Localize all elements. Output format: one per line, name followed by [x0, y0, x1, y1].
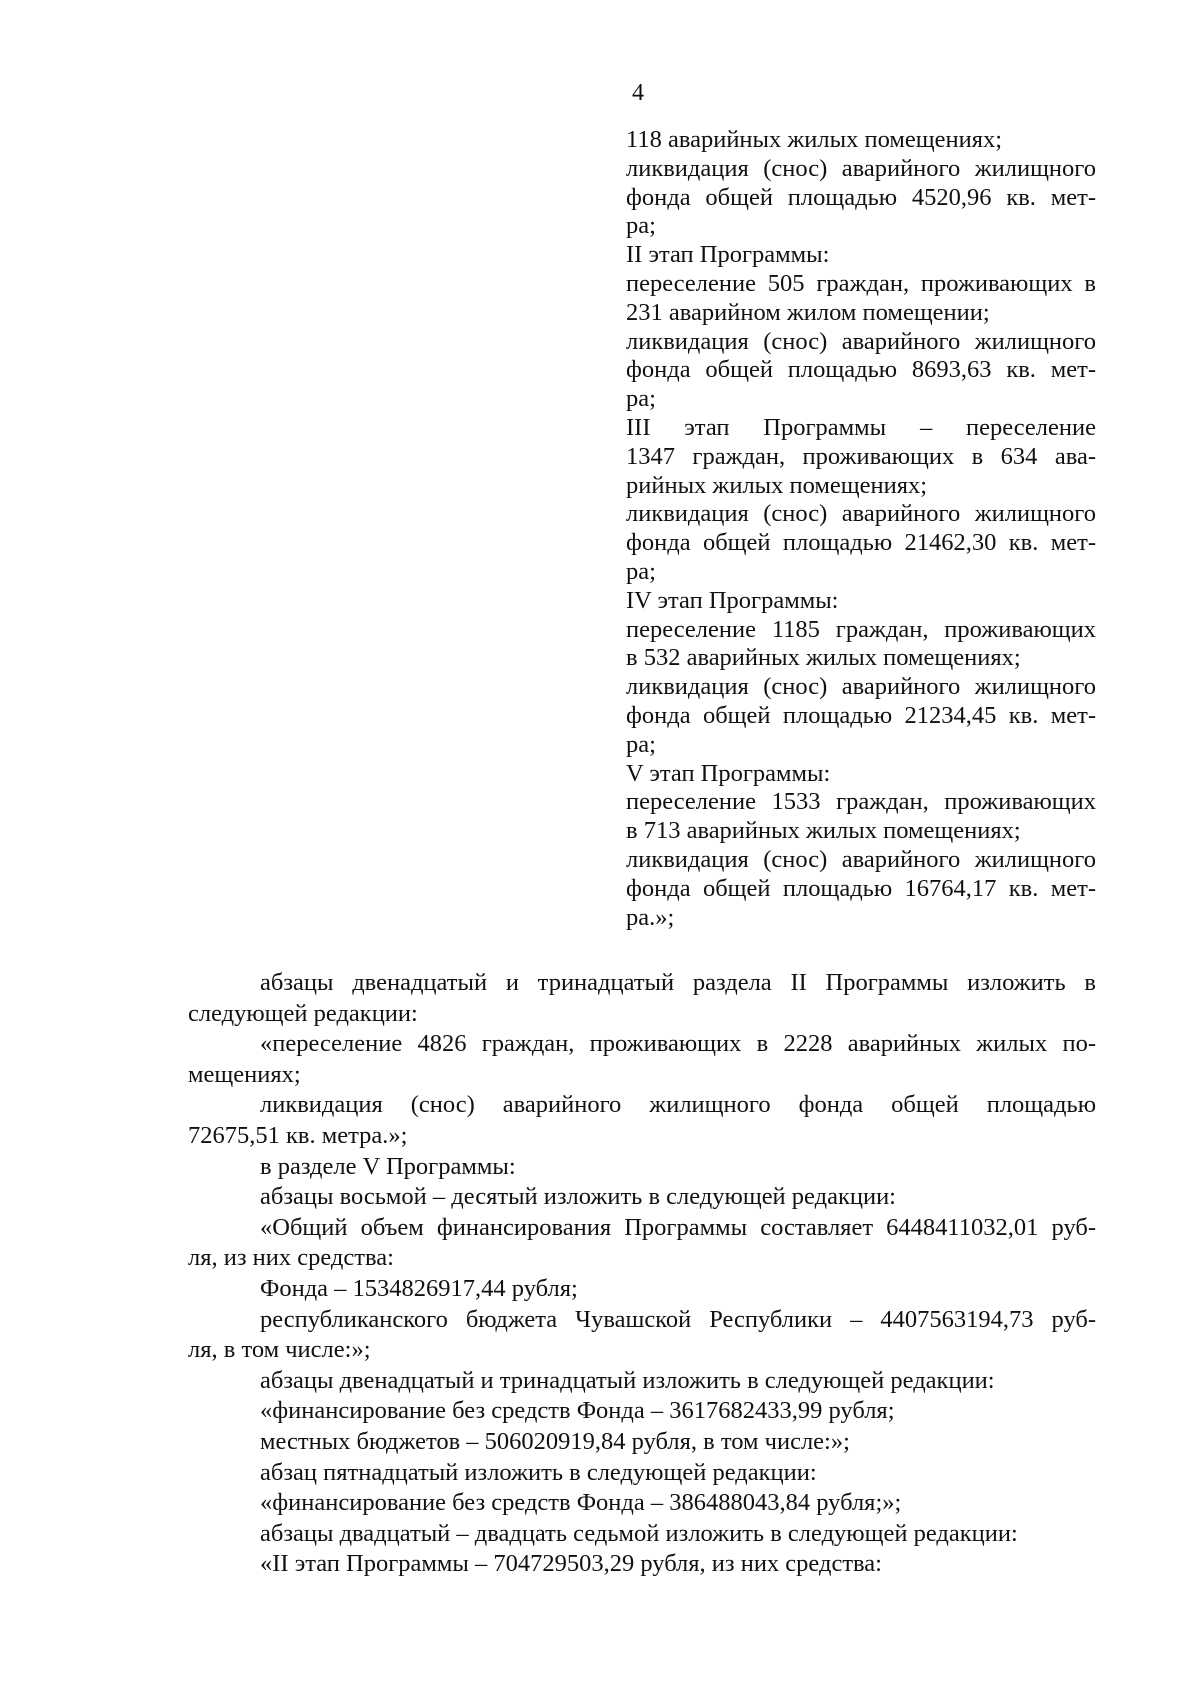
stage-text-line: фонда общей площадью 16764,17 кв. мет-	[626, 874, 1096, 902]
stage-text-line: ликвидация (снос) аварийного жилищного	[626, 500, 1096, 528]
paragraph-line: местных бюджетов – 506020919,84 рубля, в том числе:»;	[260, 1427, 850, 1455]
paragraph-line: «финансирование без средств Фонда – 3617682433,99 рубля;	[260, 1397, 895, 1425]
stage-text-line: ра;	[626, 385, 656, 413]
stage-text-line: ра;	[626, 557, 656, 585]
stage-text-line: ликвидация (снос) аварийного жилищного	[626, 327, 1096, 355]
stage-text-line: ра.»;	[626, 903, 675, 931]
paragraph-line: «Общий объем финансирования Программы составляет 6448411032,01 руб-	[260, 1213, 1096, 1241]
paragraph-line: абзацы восьмой – десятый изложить в следующей редакции:	[260, 1183, 896, 1211]
stage-text-line: 118 аварийных жилых помещениях;	[626, 126, 1003, 153]
stage-text-line: переселение 1533 граждан, проживающих	[626, 788, 1096, 816]
stage-text-line: 231 аварийном жилом помещении;	[626, 298, 990, 326]
stage-text-line: ликвидация (снос) аварийного жилищного	[626, 154, 1096, 182]
stage-text-line: в 532 аварийных жилых помещениях;	[626, 644, 1021, 672]
stage-text-line: ра;	[626, 212, 656, 240]
stage-text-line: переселение 1185 граждан, проживающих	[626, 615, 1096, 643]
stage-text-line: ликвидация (снос) аварийного жилищного	[626, 673, 1096, 701]
stage-text-line: III этап Программы – переселение	[626, 413, 1096, 441]
stage-text-line: IV этап Программы:	[626, 586, 839, 614]
amendments-text	[188, 968, 1096, 1580]
stage-text-line: фонда общей площадью 8693,63 кв. мет-	[626, 356, 1096, 384]
paragraph-line: ля, из них средства:	[188, 1244, 394, 1272]
program-stages-column	[626, 126, 1096, 932]
stage-text-line: фонда общей площадью 4520,96 кв. мет-	[626, 183, 1096, 211]
paragraph-line: Фонда – 1534826917,44 рубля;	[260, 1274, 578, 1302]
paragraph-line: ликвидация (снос) аварийного жилищного фонда общей площадью	[260, 1091, 1096, 1119]
paragraph-line: мещениях;	[188, 1060, 301, 1088]
stage-text-line: II этап Программы:	[626, 241, 830, 269]
stage-text-line: ликвидация (снос) аварийного жилищного	[626, 845, 1096, 873]
paragraph-line: в разделе V Программы:	[260, 1152, 516, 1180]
stage-text-line: 1347 граждан, проживающих в 634 ава-	[626, 442, 1096, 470]
stage-text-line: фонда общей площадью 21234,45 кв. мет-	[626, 701, 1096, 729]
paragraph-line: 72675,51 кв. метра.»;	[188, 1121, 408, 1149]
stage-text-line: в 713 аварийных жилых помещениях;	[626, 817, 1021, 845]
stage-text-line: фонда общей площадью 21462,30 кв. мет-	[626, 529, 1096, 557]
paragraph-line: «II этап Программы – 704729503,29 рубля, из них средства:	[260, 1550, 882, 1578]
stage-text-line: ра;	[626, 730, 656, 758]
paragraph-line: ля, в том числе:»;	[188, 1336, 371, 1364]
paragraph-line: абзацы двадцатый – двадцать седьмой изложить в следующей редакции:	[260, 1519, 1018, 1547]
paragraph-line: следующей редакции:	[188, 999, 418, 1027]
stage-text-line: V этап Программы:	[626, 759, 831, 787]
paragraph-line: «финансирование без средств Фонда – 386488043,84 рубля;»;	[260, 1489, 902, 1517]
paragraph-line: «переселение 4826 граждан, проживающих в 2228 аварийных жилых по-	[260, 1030, 1096, 1058]
page-number: 4	[632, 80, 644, 106]
stage-text-line: переселение 505 граждан, проживающих в	[626, 269, 1096, 297]
stage-text-line: рийных жилых помещениях;	[626, 471, 928, 499]
paragraph-line: абзацы двенадцатый и тринадцатый изложить в следующей редакции:	[260, 1366, 995, 1394]
paragraph-line: абзац пятнадцатый изложить в следующей редакции:	[260, 1458, 817, 1486]
paragraph-line: республиканского бюджета Чувашской Республики – 4407563194,73 руб-	[260, 1305, 1096, 1333]
paragraph-line: абзацы двенадцатый и тринадцатый раздела II Программы изложить в	[260, 969, 1096, 996]
